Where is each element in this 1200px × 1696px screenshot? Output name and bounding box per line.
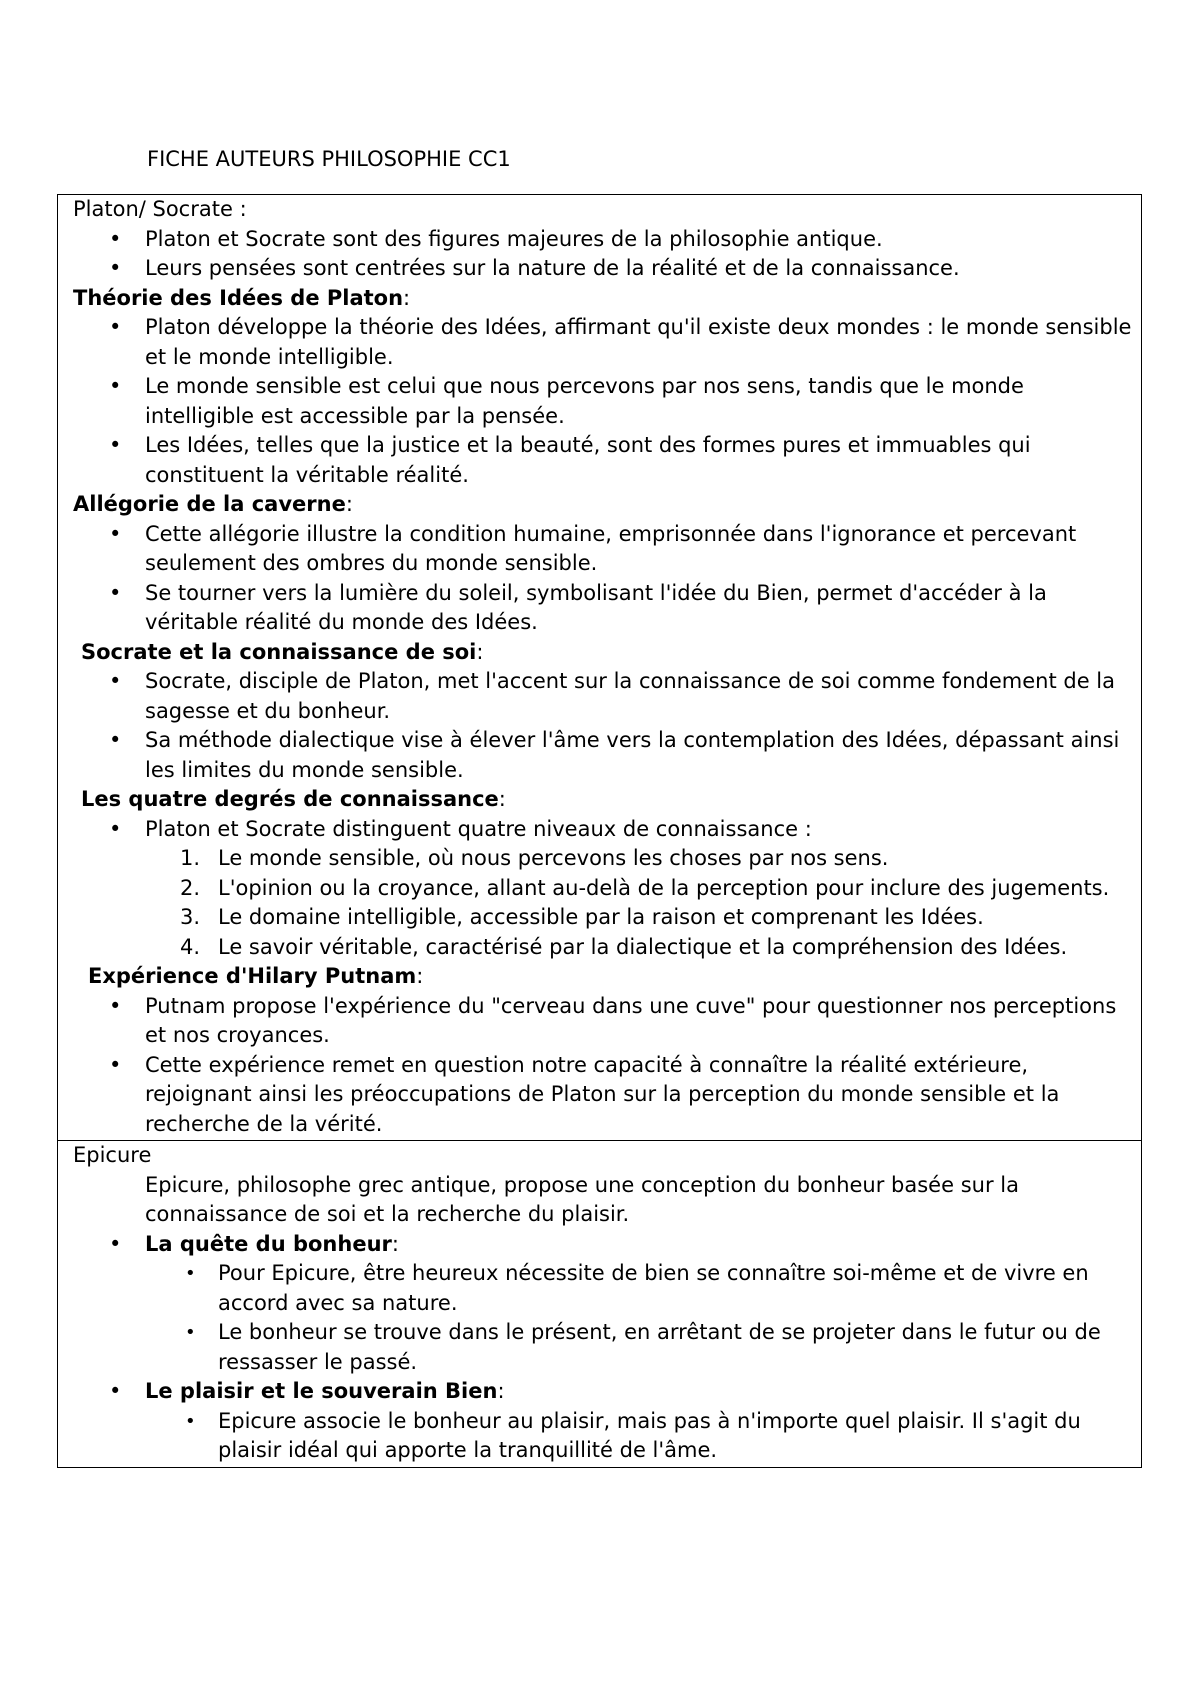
list-plaisir-bien [73,1407,1133,1466]
section-heading-quete-bonheur: La quête du bonheur [145,1231,392,1256]
list-epicure-sections-2 [73,1377,1133,1407]
list-allegorie-caverne [73,520,1133,638]
bullet-icon: • [109,993,122,1018]
numbered-list-degres [73,844,1133,962]
list-item: • Epicure associe le bonheur au plaisir, mais pas à n'importe quel plaisir. Il s'agit du plaisir idéal qui apporte la tranquillité de l'âme. [185,1408,1081,1462]
list-item: • Sa méthode dialectique vise à élever l'âme vers la contemplation des Idées, dépassant ainsi les limites du monde sensible. [109,728,1120,782]
numbered-item: 2. L'opinion ou la croyance, allant au-delà de la perception pour inclure des jugements. [73,874,1133,904]
list-quete-bonheur [73,1259,1133,1377]
section-heading-allegorie-caverne: Allégorie de la caverne: [73,492,353,516]
bullet-icon: • [109,433,122,457]
bullet-icon: • [185,1410,196,1432]
list-item: • Se tourner vers la lumière du soleil, symbolisant l'idée du Bien, permet d'accéder à la véritable réalité du monde des Idées. [109,580,1047,634]
list-item: • Socrate, disciple de Platon, met l'accent sur la connaissance de soi comme fondement de la sagesse et du bonheur. [109,669,1116,723]
bullet-icon: • [109,226,122,251]
section-heading-putnam: Expérience d'Hilary Putnam: [88,964,424,988]
bullet-icon: • [109,728,122,752]
section-heading-connaissance-soi: Socrate et la connaissance de soi: [81,639,484,664]
list-quatre-degres [73,815,1133,845]
section-heading-quatre-degres: Les quatre degrés de connaissance: [81,787,506,811]
cell-heading-platon: Platon/ Socrate : [73,197,247,221]
section-heading-theorie-idees: Théorie des Idées de Platon: [73,285,411,310]
epicure-intro: Epicure, philosophe grec antique, propose une conception du bonheur basée sur la connaissance de soi et la recherche du plaisir. [145,1172,1019,1226]
list-item: • Platon et Socrate sont des figures majeures de la philosophie antique. [73,225,1133,255]
cell-heading-epicure: Epicure [73,1143,152,1167]
numbered-item: 3. Le domaine intelligible, accessible par la raison et comprenant les Idées. [73,903,1133,933]
list-item: • Le monde sensible est celui que nous percevons par nos sens, tandis que le monde intelligible est accessible par la pensée. [109,374,1024,428]
cell-platon-socrate [58,195,1141,1140]
list-item: • Putnam propose l'expérience du "cerveau dans une cuve" pour questionner nos perceptions et nos croyances. [109,993,1117,1047]
bullet-icon: • [109,521,122,546]
list-item: • Cette allégorie illustre la condition humaine, emprisonnée dans l'ignorance et percevant seulement des ombres du monde sensible. [109,521,1077,575]
list-item: • Le plaisir et le souverain Bien: [73,1377,1133,1407]
bullet-icon: • [109,374,122,398]
bullet-icon: • [109,1052,122,1077]
list-item: • Les Idées, telles que la justice et la beauté, sont des formes pures et immuables qui constituent la véritable réalité. [109,433,1031,487]
list-epicure-sections [73,1230,1133,1260]
bullet-icon: • [109,1231,122,1256]
cell-epicure [58,1140,1141,1467]
list-item: • La quête du bonheur: [73,1230,1133,1260]
bullet-icon: • [185,1263,196,1284]
section-heading-plaisir-bien: Le plaisir et le souverain Bien [145,1379,498,1403]
list-item: • Cette expérience remet en question notre capacité à connaître la réalité extérieure, rejoignant ainsi les préoccupations de Platon sur la perception du monde sensible et la recherche de la vérité. [109,1052,1060,1136]
list-theorie-idees [73,313,1133,490]
bullet-icon: • [109,580,122,605]
list-putnam [73,992,1133,1140]
bullet-icon: • [109,1379,122,1403]
authors-table [57,194,1142,1468]
item-number: 3. [180,905,201,929]
bullet-icon: • [109,315,122,339]
bullet-icon: • [109,256,122,280]
item-number: 1. [180,846,201,870]
numbered-item: 1. Le monde sensible, où nous percevons les choses par nos sens. [73,844,1133,874]
bullet-icon: • [185,1322,196,1343]
item-number: 4. [180,934,201,959]
list-item: • Platon développe la théorie des Idées, affirmant qu'il existe deux mondes : le monde sensible et le monde intelligible. [109,315,1132,369]
bullet-icon: • [109,816,122,841]
document-title: FICHE AUTEURS PHILOSOPHIE CC1 [147,147,511,171]
list-connaissance-soi [73,667,1133,785]
bullet-icon: • [109,669,122,693]
intro-list-platon [73,225,1133,284]
numbered-item: 4. Le savoir véritable, caractérisé par la dialectique et la compréhension des Idées. [73,933,1133,963]
list-item: • Leurs pensées sont centrées sur la nature de la réalité et de la connaissance. [73,254,1133,284]
list-item: • Pour Epicure, être heureux nécessite de bien se connaître soi-même et de vivre en accord avec sa nature. [185,1261,1089,1315]
list-item: • Le bonheur se trouve dans le présent, en arrêtant de se projeter dans le futur ou de ressasser le passé. [185,1320,1101,1374]
list-item: • Platon et Socrate distinguent quatre niveaux de connaissance : [73,815,1133,845]
item-number: 2. [180,875,201,900]
